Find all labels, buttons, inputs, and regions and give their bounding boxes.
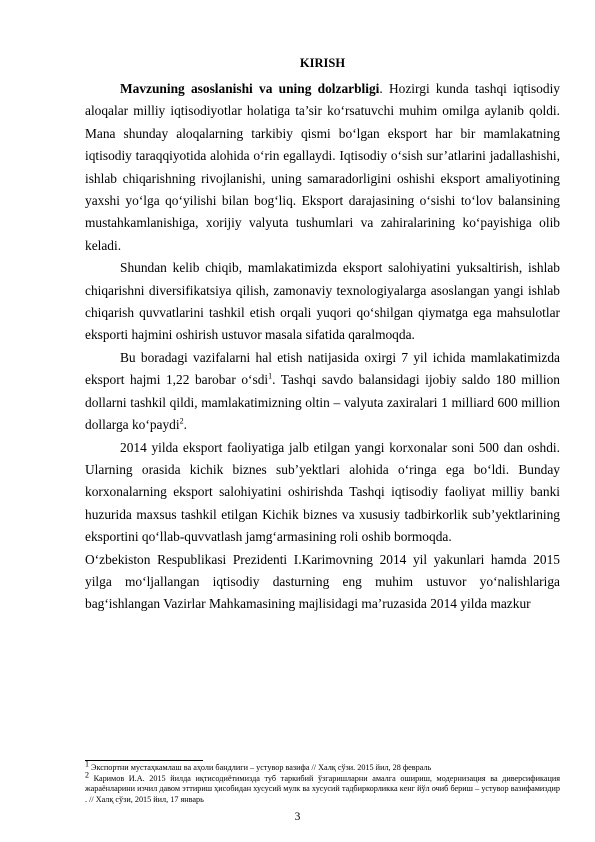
paragraph-1-lead: Mavzuning asoslanishi va uning dolzarbligi xyxy=(120,81,380,96)
paragraph-5: O‘zbekiston Respublikasi Prezidenti I.Karimovning 2014 yil yakunlari hamda 2015 yilga mo‘ljallangan iqtisodiy dasturning eng muhim ustuvor yo‘nalishlariga bag‘ishlangan Vazirlar Mahkamasining majlisidagi ma’ruzasida 2014 yilda mazkur xyxy=(85,551,560,612)
page-number: 3 xyxy=(294,811,301,823)
footnote-1-mark: 1 xyxy=(85,759,89,769)
paragraph-3-text-b: . Tashqi savdo balansidagi ijobiy saldo 180 million dollarni tashkil qildi, mamlakatimizning oltin – valyuta zaxiralari 1 milliard 600 million dollarga ko‘paydi xyxy=(85,372,560,433)
footnote-1 xyxy=(85,759,560,774)
paragraph-1 xyxy=(85,78,560,257)
page-title: KIRISH xyxy=(299,56,346,70)
footnote-divider xyxy=(85,760,203,761)
paragraph-2: Shundan kelib chiqib, mamlakatimizda eksport salohiyatini yuksaltirish, ishlab chiqarishni diversifikatsiya qilish, zamonaviy texnologiyalarga asoslangan yangi ishlab chiqarish quvvatlarini tashkil etish orqali yuqori qo‘shilgan qiymatga ega mahsulotlar eksporti hajmini oshirish ustuvor masala sifatida qaralmoqda. xyxy=(85,260,560,343)
footnote-1-text: Экспортни мустаҳкамлаш ва аҳоли бандлиги – устувор вазифа // Халқ сўзи. 2015 йил, 28 февраль xyxy=(89,763,432,772)
footnote-2-text: Каримов И.А. 2015 йилда иқтисодиётимизда туб таркибий ўзгаришларни амалга ошириш, модернизация ва диверсификация жараёнларини изчил давом эттириш ҳисобидан хусусий мулк ва хусусий тадбиркорликка кенг йўл очиб бериш – устувор вазифамиздир . // Халқ сўзи, 2015 йил, 17 январь xyxy=(85,773,560,804)
paragraph-1-text: . Hozirgi kunda tashqi iqtisodiy aloqalar milliy iqtisodiyotlar holatiga ta’sir ko‘rsatuvchi muhim omilga aylanib qoldi. Mana shunday aloqalarning tarkibiy qismi bo‘lgan eksport har bir mamlakatning iqtisodiy taraqqiyotida alohida o‘rin egallaydi. Iqtisodiy o‘sish sur’atlarini jadallashishi, ishlab chiqarishning rivojlanishi, uning samaradorligini oshishi eksport amaliyotining yaxshi yo‘lga qo‘yilishi bilan bog‘liq. Eksport darajasining o‘sishi to‘lov balansining mustahkamlanishiga, xorijiy valyuta tushumlari va zahiralarining ko‘payishiga olib keladi. xyxy=(85,81,560,253)
footnote-ref-2[interactable]: 2 xyxy=(179,416,184,426)
footnotes xyxy=(85,759,560,805)
footnote-2 xyxy=(85,769,560,806)
paragraph-3-text-c: . xyxy=(183,417,187,433)
paragraph-3 xyxy=(85,347,560,437)
body-content xyxy=(85,56,560,616)
footnote-2-mark: 2 xyxy=(85,769,89,779)
paragraph-3-text-a: Bu boradagi vazifalarni hal etish natijasida oxirgi 7 yil ichida mamlakatimizda eksport hajmi 1,22 barobar o‘sdi xyxy=(85,349,560,388)
paragraph-4: 2014 yilda eksport faoliyatiga jalb etilgan yangi korxonalar soni 500 dan oshdi. Ularning orasida kichik biznes sub’yektlari alohida o‘ringa ega bo‘ldi. Bunday korxonalarning eksport salohiyatini oshirishda Tashqi iqtisodiy faoliyat milliy banki huzurida maxsus tashkil etilgan Kichik biznes va xususiy tadbirkorlik sub’yektlarining eksportini qo‘llab-quvvatlash jamg‘armasining roli oshib bormoqda. xyxy=(85,439,560,545)
footnote-ref-1[interactable]: 1 xyxy=(268,371,273,381)
